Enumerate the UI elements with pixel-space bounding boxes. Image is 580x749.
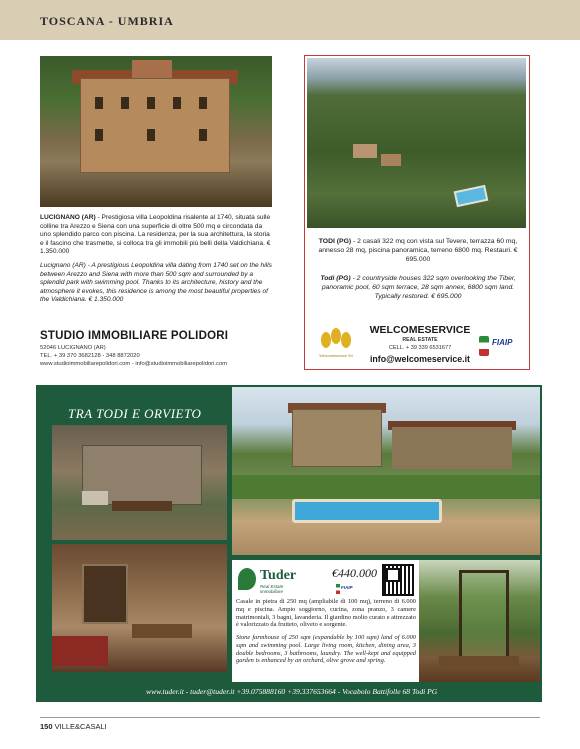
- farm-house: [292, 409, 382, 467]
- agency-name: STUDIO IMMOBILIARE POLIDORI: [40, 330, 229, 342]
- garden-photo: [419, 560, 540, 682]
- villa-building: [80, 78, 230, 173]
- sofa-shape: [82, 491, 108, 505]
- villa-window: [95, 97, 103, 109]
- logo-caption: Welcomeservice Srl: [319, 354, 353, 358]
- villa-photo: [40, 56, 272, 207]
- welcomeservice-cell: CELL. + 39 339 6531677: [388, 345, 452, 351]
- tuder-it-text: Casale in pietra di 250 mq (ampliabile di 100 mq), terreno di 6.000 mq e piscina. Ampio soggiorno, cucina, zona pranzo, 3 camere matrimoniali, 3 bagni, lavanderia. Il giardino molto curato e attrezzato è valorizzato da frutteto, oliveto e sorgente.: [236, 598, 416, 629]
- tuder-ad-title: TRA TODI E ORVIETO: [68, 406, 202, 421]
- logo-petal: [321, 332, 331, 348]
- tuder-info-box: [232, 560, 419, 682]
- italy-flag-icon: [479, 336, 489, 356]
- villa-window: [199, 97, 207, 109]
- section-title: TOSCANA - UMBRIA: [40, 14, 174, 28]
- pool-shape: [454, 185, 489, 207]
- todi-en-text: - 2 countryside houses 322 sqm overlooking the Tiber, panoramic pool, 60 sqm terrace, 28 sqm annex, 6800 sqm land. Typically restored. € 695.000: [321, 275, 516, 300]
- lucignano-description: [40, 214, 272, 305]
- villa-window: [121, 97, 129, 109]
- welcomeservice-name: WELCOMESERVICE: [369, 324, 471, 336]
- welcomeservice-sub: REAL ESTATE: [402, 337, 438, 343]
- terrace-photo: [52, 425, 227, 540]
- footer-divider: [40, 717, 540, 718]
- lucignano-it: [40, 214, 272, 257]
- magazine-name: VILLE&CASALI: [54, 722, 107, 731]
- mini-fiaip-text: FIAIP: [341, 585, 353, 590]
- tuder-en-text: Stone farmhouse of 250 sqm (expandable by 100 sqm) land of 6.000 sqm and swimming pool. Large living room, kitchen, dining area, 3 double bedrooms, 3 bathrooms, laundry. The well-kept and equipped garden is enhanced by an orchard, olive grove and spring.: [236, 634, 416, 665]
- villa-window: [147, 129, 155, 141]
- table-shape: [112, 501, 172, 511]
- door-shape: [459, 570, 509, 660]
- logo-petal: [331, 328, 341, 344]
- fiaip-text: FIAIP: [492, 338, 513, 347]
- lucignano-it-text: - Prestigiosa villa Leopoldina risalente al 1740, situata sulle colline tra Arezzo e Siena con una superficie di oltre 500 mq e circondata da uno splendido parco con piscina. La residenza, per la sua architettura, la storia e il fascino che trasmette, si colloca tra gli immobili più belli della Valdichiana. € 1.350.000: [40, 214, 271, 256]
- leaf-icon: [238, 568, 256, 590]
- villa-window: [147, 97, 155, 109]
- italy-flag-icon: [336, 584, 340, 594]
- table-shape: [132, 624, 192, 638]
- todi-it-heading: TODI (PG): [318, 238, 352, 245]
- villa-tower: [132, 60, 172, 80]
- qr-code-icon[interactable]: [382, 564, 414, 596]
- table-shape: [439, 656, 519, 666]
- agency-web[interactable]: www.studioimmobiliarepolidori.com - info@studioimmobiliarepolidori.com: [40, 361, 227, 367]
- logo-petal: [341, 332, 351, 348]
- page-number: 150: [40, 722, 53, 731]
- tuder-logo-sub: Real Estate immobiliare: [260, 584, 284, 594]
- villa-window: [173, 97, 181, 109]
- welcomeservice-ad: [304, 55, 530, 370]
- welcomeservice-logo: [311, 328, 361, 364]
- todi-en-heading: Todi (PG): [320, 275, 351, 282]
- interior-photo: [52, 544, 227, 672]
- house-shape: [381, 154, 401, 166]
- farm-lawn: [232, 475, 540, 499]
- todi-en: [313, 275, 523, 301]
- lucignano-heading: LUCIGNANO (AR): [40, 214, 96, 221]
- villa-window: [199, 129, 207, 141]
- agency-phone: TEL. + 39 370 3682128 - 348 8872020: [40, 353, 140, 359]
- fireplace-shape: [82, 564, 128, 624]
- section-header: [0, 0, 580, 40]
- mini-fiaip-logo: [336, 584, 354, 594]
- todi-aerial-photo: [307, 58, 526, 228]
- agency-address: 52046 LUCIGNANO (AR): [40, 345, 106, 351]
- todi-it-text: - 2 casali 322 mq con vista sul Tevere, terrazza 60 mq, annesso 28 mq, piscina panoramica, terreno 6800 mq. Restauri. € 695.000: [318, 238, 518, 263]
- farm-house: [392, 427, 512, 469]
- farmhouse-photo: [232, 387, 540, 555]
- fiaip-logo: [479, 334, 525, 358]
- tuder-logo: [238, 566, 304, 594]
- tuder-price: €440.000: [332, 566, 377, 580]
- tuder-contact-text[interactable]: www.tuder.it - tuder@tuder.it +39.075888160 +39.337653664 - Vocabolo Battifolle 68 Todi PG: [146, 687, 438, 696]
- page-footer: [40, 722, 107, 731]
- todi-it: [313, 238, 523, 264]
- lucignano-en-text: Lucignano (AR) - A prestigious Leopoldina villa dating from 1740 set on the hills between Arezzo and Siena with more than 500 sqm and surrounded by a splendid park with swimming pool. Thanks to its architecture, history and the atmosphere it evokes, this residence is among the most beautiful properties of the Valdichiana. € 1.350.000: [40, 261, 272, 304]
- welcomeservice-email[interactable]: info@welcomeservice.it: [369, 354, 470, 364]
- sofa-shape: [52, 636, 108, 666]
- tuder-contact-bar: [36, 682, 542, 702]
- tuder-logo-name: Tuder: [260, 568, 297, 583]
- villa-window: [95, 129, 103, 141]
- farm-pool: [292, 499, 442, 523]
- house-shape: [353, 144, 377, 158]
